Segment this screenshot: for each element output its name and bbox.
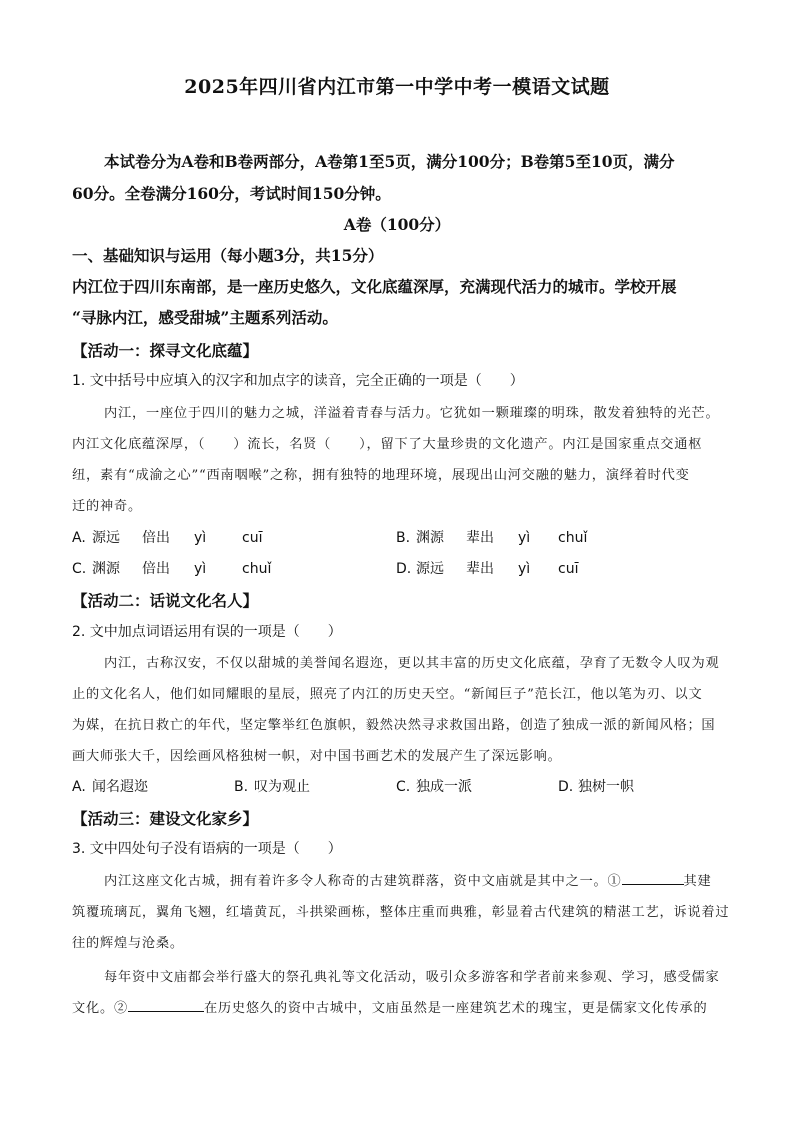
q3-p2-text-b: 在历史悠久的资中古城中，文庙虽然是一座建筑艺术的瑰宝，更是儒家文化传承的 xyxy=(203,1001,708,1016)
q2-option-c[interactable] xyxy=(396,776,472,796)
option-letter: D. xyxy=(558,779,574,795)
q2-option-d[interactable] xyxy=(558,776,634,796)
part1-heading: 一、基础知识与运用（每小题3分，共15分） xyxy=(72,246,384,265)
option-letter: B. xyxy=(396,530,411,546)
q2-passage-line-2: 止的文化名人，他们如同耀眼的星辰，照亮了内江的历史天空。“新闻巨子”范长江，他以笔为刃、以文 xyxy=(72,687,703,702)
q2-passage-line-3: 为媒，在抗日救亡的年代，坚定擎举红色旗帜，毅然决然寻求救国出路，创造了独成一派的新闻风格；国 xyxy=(72,718,716,733)
option-text: 叹为观止 xyxy=(254,779,310,795)
q1-passage-line-4: 迁的神奇。 xyxy=(72,499,142,514)
option-word-2: 倍出 xyxy=(142,561,170,577)
q1-option-b[interactable] xyxy=(396,527,587,547)
option-letter: B. xyxy=(234,779,249,795)
option-text: 独树一帜 xyxy=(578,779,634,795)
q2-passage-line-4: 画大师张大千，因绘画风格独树一帜，对中国书画艺术的发展产生了深远影响。 xyxy=(72,749,562,764)
option-pinyin-2: cuī xyxy=(242,530,263,546)
answer-blank-1 xyxy=(622,872,684,885)
q2-passage-line-1: 内江，古称汉安，不仅以甜城的美誉闻名遐迩，更以其丰富的历史文化底蕴，孕育了无数令人叹为观 xyxy=(104,656,720,671)
option-letter: A. xyxy=(72,530,86,546)
q2-option-a[interactable] xyxy=(72,776,148,796)
q3-p1-text-a: 内江这座文化古城，拥有着许多令人称奇的古建筑群落，资中文庙就是其中之一。① xyxy=(104,874,622,889)
q1-option-d[interactable] xyxy=(396,558,578,578)
option-pinyin-1: yì xyxy=(518,561,531,577)
option-pinyin-2: chuǐ xyxy=(242,561,272,577)
intro-line-1: 本试卷分为A卷和B卷两部分，A卷第1至5页，满分100分；B卷第5至10页，满分 xyxy=(104,152,675,171)
q3-passage-2-line-1: 每年资中文庙都会举行盛大的祭孔典礼等文化活动，吸引众多游客和学者前来参观、学习，感受儒家 xyxy=(104,970,720,985)
option-letter: A. xyxy=(72,779,86,795)
option-letter: C. xyxy=(396,779,411,795)
option-text: 闻名遐迩 xyxy=(92,779,148,795)
option-pinyin-2: chuǐ xyxy=(558,530,588,546)
option-pinyin-1: yì xyxy=(518,530,531,546)
q1-passage-line-1: 内江，一座位于四川的魅力之城，洋溢着青春与活力。它犹如一颗璀璨的明珠，散发着独特的光芒。 xyxy=(104,406,720,421)
q3-passage-2-line-2 xyxy=(72,997,708,1016)
option-word-1: 渊源 xyxy=(92,561,120,577)
option-pinyin-1: yì xyxy=(194,530,207,546)
activity-1-heading: 【活动一：探寻文化底蕴】 xyxy=(72,341,259,360)
answer-blank-2 xyxy=(128,999,204,1012)
question-2-stem: 2. 文中加点词语运用有误的一项是（ ） xyxy=(72,624,342,640)
part1-lead-line-1: 内江位于四川东南部，是一座历史悠久，文化底蕴深厚，充满现代活力的城市。学校开展 xyxy=(72,277,677,296)
q1-option-a[interactable] xyxy=(72,527,262,547)
intro-line-2: 60分。全卷满分160分，考试时间150分钟。 xyxy=(72,184,391,203)
option-letter: C. xyxy=(72,561,87,577)
question-3-stem: 3. 文中四处句子没有语病的一项是（ ） xyxy=(72,841,342,857)
option-pinyin-1: yì xyxy=(194,561,207,577)
section-a-heading: A卷（100分） xyxy=(343,215,451,234)
activity-2-heading: 【活动二：话说文化名人】 xyxy=(72,591,259,610)
option-word-1: 源远 xyxy=(416,561,444,577)
page-title: 2025年四川省内江市第一中学中考一模语文试题 xyxy=(184,76,610,98)
part1-lead-line-2: “寻脉内江，感受甜城”主题系列活动。 xyxy=(72,308,338,327)
option-word-1: 渊源 xyxy=(416,530,444,546)
q3-passage-1-line-2: 筑覆琉璃瓦，翼角飞翘，红墙黄瓦，斗拱梁画栋，整体庄重而典雅，彰显着古代建筑的精湛工艺，诉说着过 xyxy=(72,905,730,920)
option-text: 独成一派 xyxy=(416,779,472,795)
option-pinyin-2: cuī xyxy=(558,561,579,577)
q1-passage-line-2: 内江文化底蕴深厚，（ ）流长，名贤（ ），留下了大量珍贵的文化遗产。内江是国家重点交通枢 xyxy=(72,437,703,452)
q3-p1-text-b: 其建 xyxy=(683,874,712,889)
q1-option-c[interactable] xyxy=(72,558,271,578)
q1-passage-line-3: 纽，素有“成渝之心”“西南咽喉”之称，拥有独特的地理环境，展现出山河交融的魅力，演绎着时代变 xyxy=(72,468,690,483)
option-word-2: 辈出 xyxy=(466,561,494,577)
q2-option-b[interactable] xyxy=(234,776,310,796)
activity-3-heading: 【活动三：建设文化家乡】 xyxy=(72,809,259,828)
question-1-stem: 1. 文中括号中应填入的汉字和加点字的读音，完全正确的一项是（ ） xyxy=(72,373,524,389)
q3-passage-1-line-3: 往的辉煌与沧桑。 xyxy=(72,936,184,951)
option-word-2: 辈出 xyxy=(466,530,494,546)
option-word-2: 倍出 xyxy=(142,530,170,546)
q3-passage-1-line-1 xyxy=(104,870,712,889)
option-word-1: 源远 xyxy=(92,530,120,546)
option-letter: D. xyxy=(396,561,412,577)
q3-p2-text-a: 文化。② xyxy=(72,1001,128,1016)
